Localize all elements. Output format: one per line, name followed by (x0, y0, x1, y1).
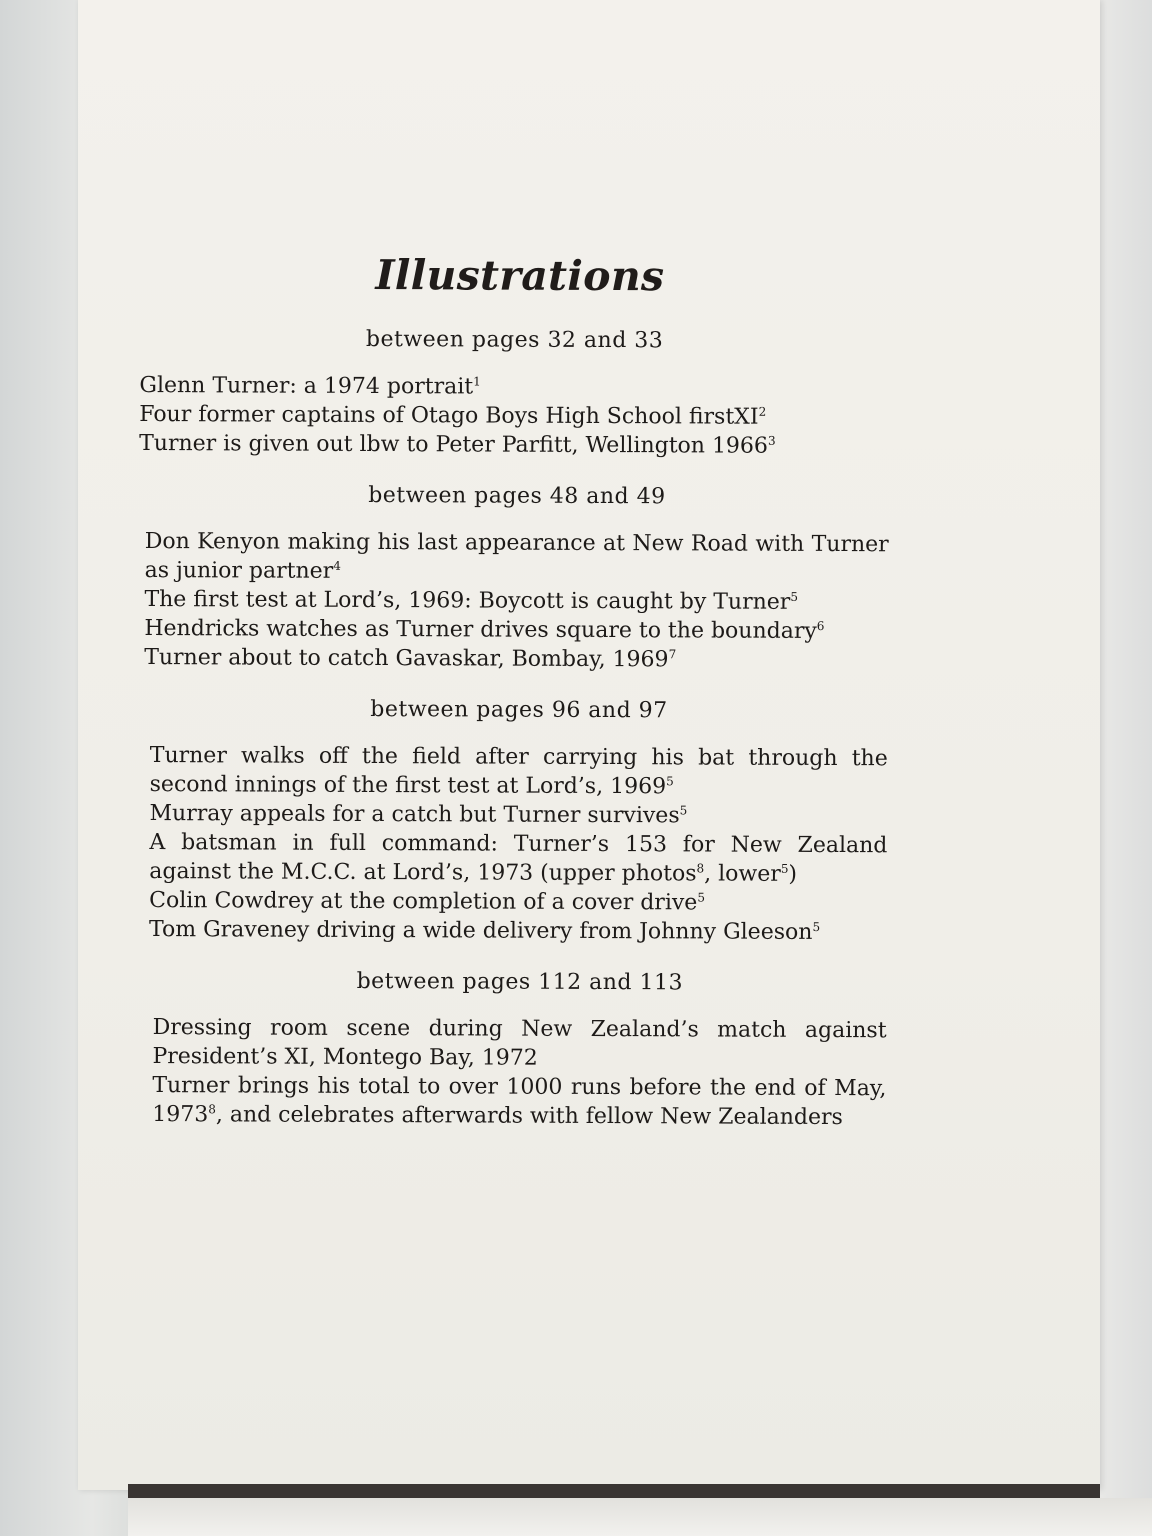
footnote-marker: 3 (767, 433, 776, 448)
list-item: Turner about to catch Gavaskar, Bombay, 1969$^7$ (144, 645, 677, 673)
footnote-marker: 2 (758, 404, 767, 419)
section-pages-96-97 (137, 696, 888, 947)
footnote-marker: 5 (666, 774, 674, 789)
section-heading: between pages 112 and 113 (356, 968, 684, 996)
footnote-marker: 5 (679, 803, 688, 818)
footnote-marker: 4 (333, 558, 341, 573)
footnote-marker: 5 (812, 919, 821, 934)
list-item: A batsman in full command: Turner’s 153 for New Zealand against the M.C.C. at Lord’s, 1973 (upper photos$^8$, lower$^5$) (149, 830, 888, 887)
page-title: Illustrations (375, 251, 665, 301)
list-item: Turner brings his total to over 1000 runs before the end of May, 1973$^8$, and celebrates afterwards with fellow New Zealanders (152, 1073, 887, 1131)
list-item: Hendricks watches as Turner drives square to the boundary$^6$ (144, 616, 825, 644)
section-heading: between pages 96 and 97 (370, 697, 668, 724)
section-pages-48-49 (138, 482, 889, 675)
list-item: Don Kenyon making his last appearance at New Road with Turner as junior partner$^4$ (144, 529, 889, 584)
list-item: Tom Graveney driving a wide delivery from Johnny Gleeson$^5$ (148, 917, 821, 945)
footnote-marker: 8 (208, 1102, 216, 1117)
footnote-marker: 7 (668, 647, 677, 662)
footnote-marker: 5 (780, 861, 789, 876)
list-item: The first test at Lord’s, 1969: Boycott is caught by Turner$^5$ (144, 587, 799, 615)
table-surface-right (1100, 0, 1152, 1498)
section-heading: between pages 48 and 49 (368, 482, 666, 510)
footnote-marker: 1 (473, 374, 481, 389)
illustrations-list (136, 250, 890, 1156)
footnote-marker: 6 (816, 618, 825, 633)
footnote-marker: 5 (697, 890, 706, 905)
page-bottom-edge (128, 1484, 1100, 1498)
footnote-marker: 5 (790, 589, 799, 604)
table-surface-bottom (128, 1498, 1152, 1536)
section-pages-112-113 (136, 968, 887, 1132)
list-item: Turner walks off the field after carrying his bat through the second innings of the first test at Lord’s, 1969$^5$ (149, 743, 888, 800)
section-pages-32-33 (139, 326, 890, 461)
footnote-marker: 8 (696, 861, 705, 876)
list-item: Dressing room scene during New Zealand’s match against President’s XI, Montego Bay, 1972 (152, 1015, 887, 1071)
list-item: Colin Cowdrey at the completion of a cover drive$^5$ (149, 888, 706, 916)
section-heading: between pages 32 and 33 (365, 326, 664, 354)
list-item: Turner is given out lbw to Peter Parfitt, Wellington 1966$^3$ (139, 430, 776, 459)
list-item: Four former captains of Otago Boys High School firstXI$^2$ (139, 401, 767, 430)
list-item: Glenn Turner: a 1974 portrait$^1$ (139, 372, 481, 400)
list-item: Murray appeals for a catch but Turner survives$^5$ (149, 801, 688, 829)
